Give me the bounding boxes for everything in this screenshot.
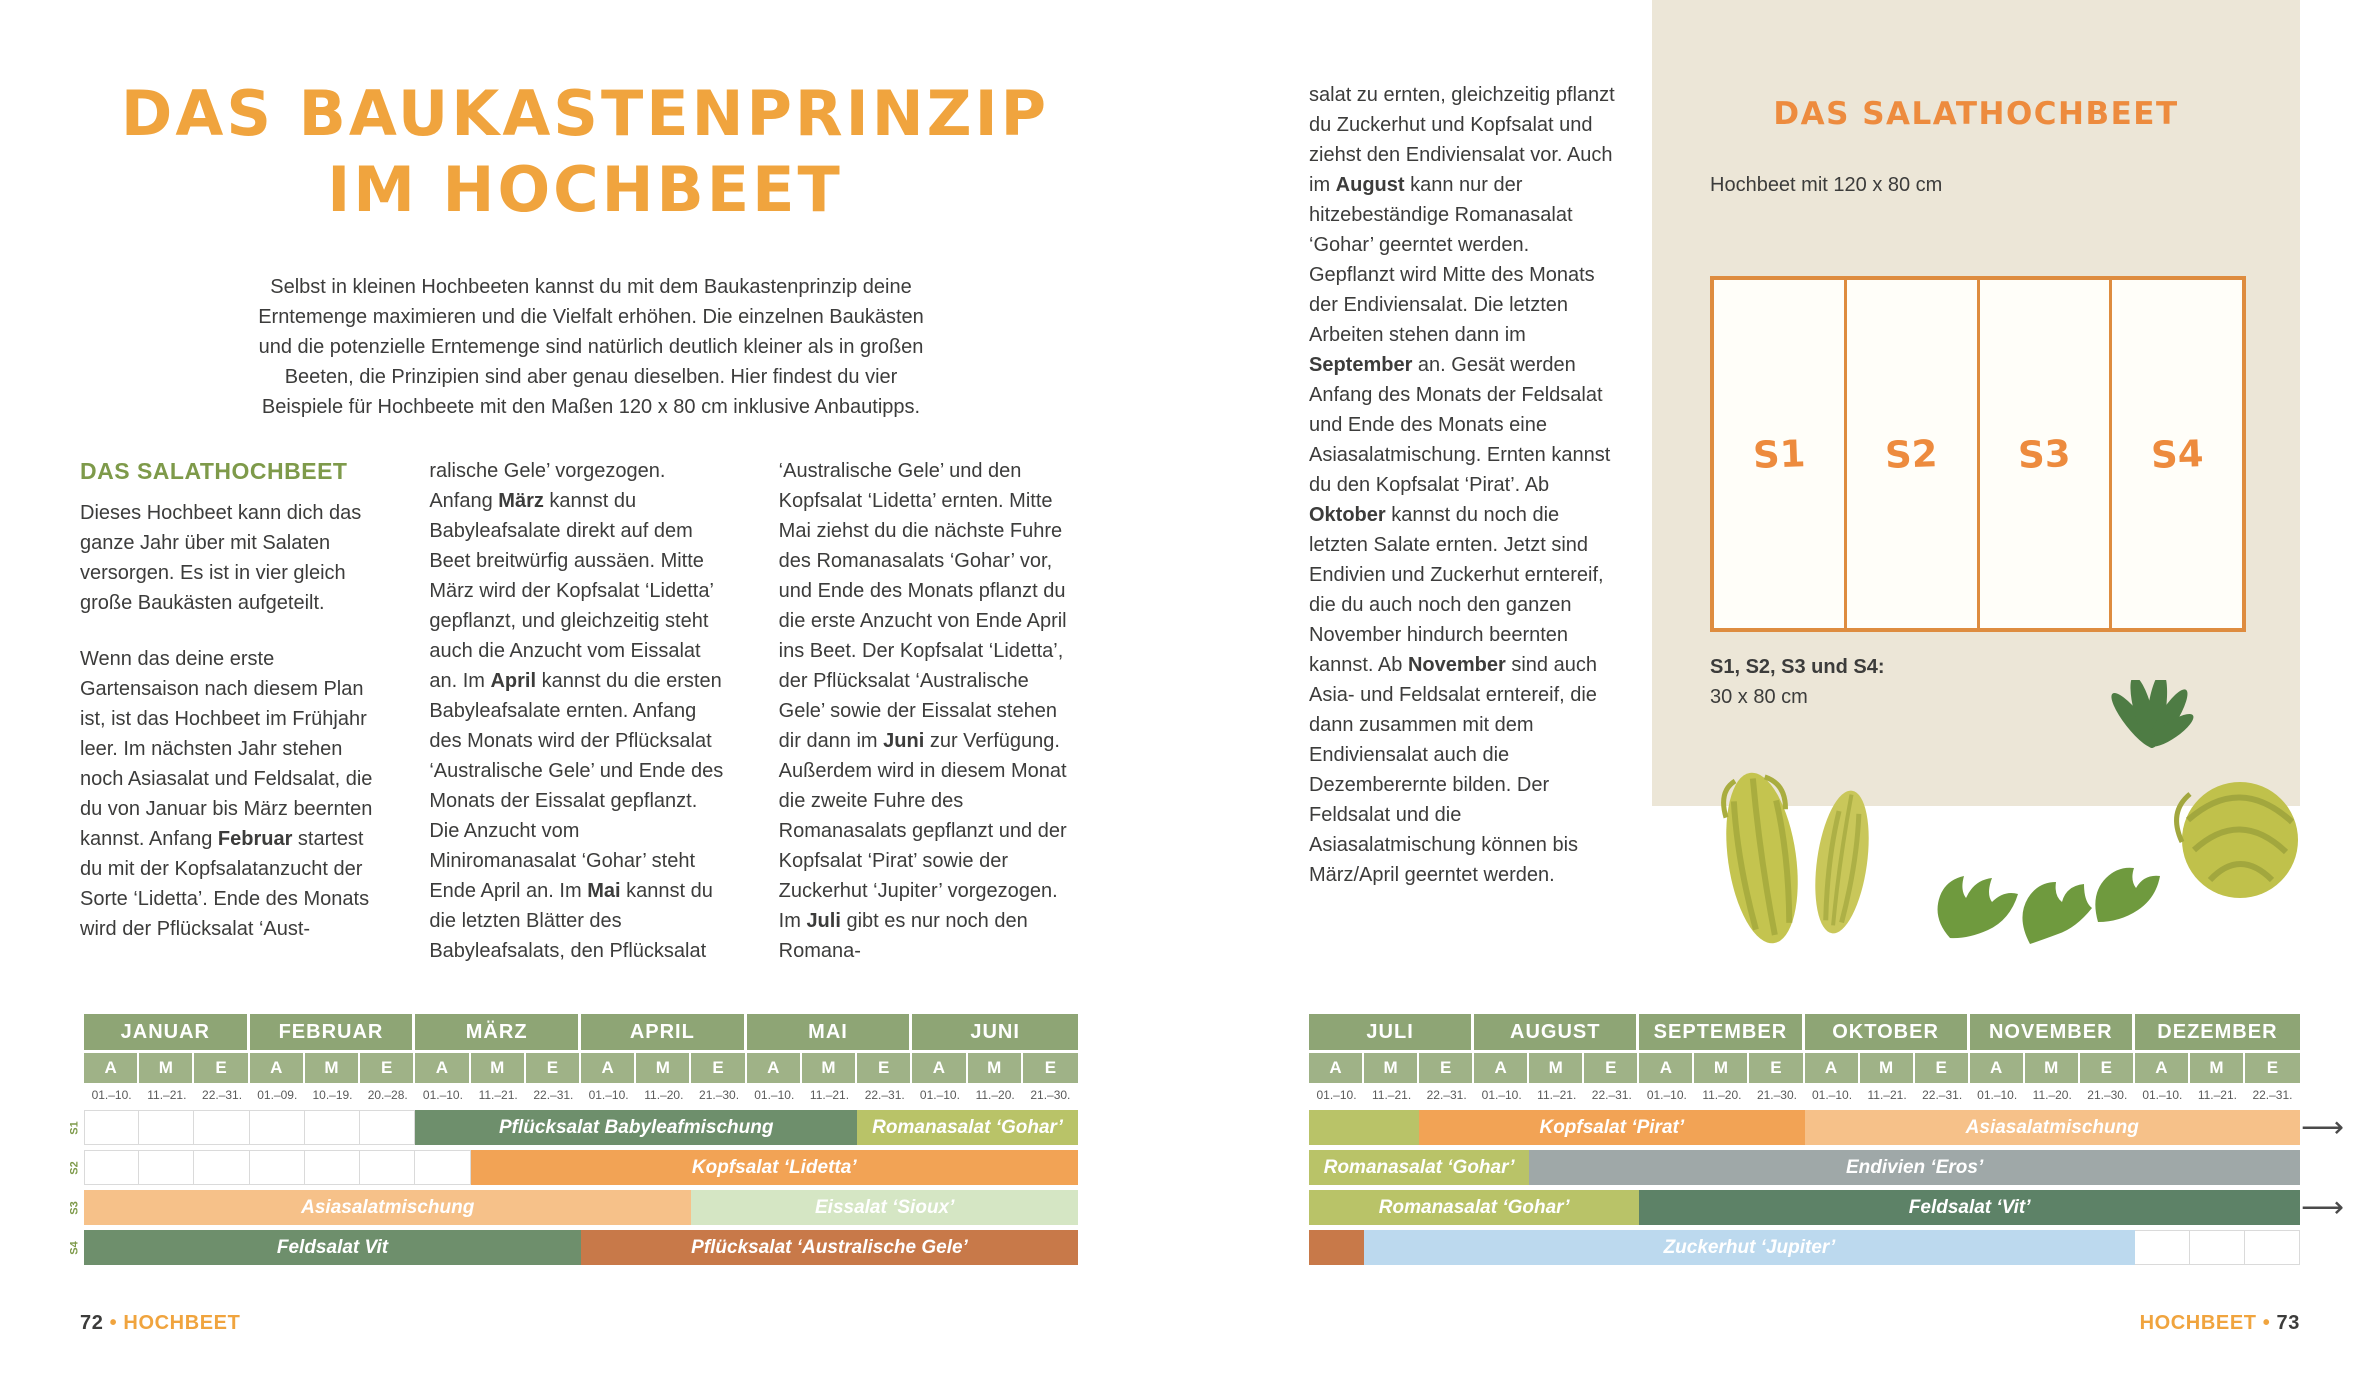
text-run: kannst du die ersten Babyleafsalate ernten. Anfang des Monats wird der Pflücksalat ‘Australische Gele’ und Ende des Monats der Eissalat gepflanzt. Die Anzucht vom Miniromanasalat ‘Gohar’ steht Ende April an. Im: [429, 670, 724, 902]
ame-cell: A: [1639, 1053, 1694, 1083]
bed-section-s4: [2112, 280, 2242, 628]
text-run: ralische Gele’ vorgezogen. Anfang: [429, 460, 666, 512]
crop-bar: Pflücksalat ‘Australische Gele’: [581, 1230, 1078, 1265]
date-range-cell: 22.–31.: [864, 1088, 905, 1102]
date-range-cell: 11.–21.: [1867, 1088, 1907, 1102]
body-paragraph: [80, 644, 379, 944]
napa-cabbage-icon: [1716, 768, 1807, 948]
date-range-cell: 11.–20.: [2032, 1088, 2072, 1102]
bold-month-text: Oktober: [1309, 504, 1386, 526]
footer-separator: •: [2262, 1312, 2271, 1334]
date-range-cell: 22.–31.: [2252, 1088, 2293, 1102]
ame-cell: A: [1805, 1053, 1860, 1083]
ame-cell: E: [1749, 1053, 1804, 1083]
vegetable-illustrations: [1700, 680, 2310, 980]
text-run: gibt es nur noch den Romana-: [778, 910, 1028, 962]
date-range-cell: 11.–20.: [644, 1088, 684, 1102]
row-tag: S2: [68, 1160, 81, 1175]
ame-cell: M: [2190, 1053, 2245, 1083]
text-run: startest du mit der Kopfsalatanzucht der Sorte ‘Lidetta’. Ende des Monats wird der Pflücksalat ‘Aust-: [80, 828, 370, 940]
ame-row: [84, 1053, 1078, 1083]
crop-bar: Romanasalat ‘Gohar’: [857, 1110, 1078, 1145]
ame-cell: E: [1023, 1053, 1078, 1083]
date-range-cell: 21.–30.: [1756, 1088, 1797, 1102]
crop-bar: [1309, 1230, 1364, 1265]
text-column-1: [80, 456, 379, 992]
ame-cell: A: [1309, 1053, 1364, 1083]
ame-cell: M: [636, 1053, 691, 1083]
date-range-cell: 01.–10.: [422, 1088, 463, 1102]
ame-cell: M: [802, 1053, 857, 1083]
ame-cell: E: [526, 1053, 581, 1083]
grid-cell: [305, 1150, 360, 1185]
text-run: sind auch Asia- und Feldsalat erntereif, die dann zusammen mit dem Endiviensalat auch die Dezemberernte bilden. Der Feldsalat und die Asiasalatmischung können bis März/April geerntet werden.: [1309, 654, 1597, 886]
crop-row: [1309, 1230, 2300, 1265]
grid-cell: [250, 1110, 305, 1145]
text-column-4: [1309, 80, 1617, 890]
ame-cell: E: [857, 1053, 912, 1083]
ame-cell: M: [139, 1053, 194, 1083]
crop-calendar-jan-jun: [68, 1014, 1078, 1270]
bed-section-label: S4: [2150, 431, 2205, 477]
ame-cell: E: [2245, 1053, 2300, 1083]
bold-month-text: April: [490, 670, 537, 692]
date-range-cell: 11.–21.: [478, 1088, 518, 1102]
grid-cell: [194, 1150, 249, 1185]
crop-bar: Pflücksalat Babyleafmischung: [415, 1110, 857, 1145]
ame-cell: A: [912, 1053, 967, 1083]
date-range-cell: 01.–10.: [1812, 1088, 1853, 1102]
text-run: kannst du Babyleafsalate direkt auf dem Beet breitwürfig aussäen. Mitte März wird der Kopfsalat ‘Lidetta’ gepflanzt, und gleichzeitig steht auch die Anzucht vom Eissalat an. Im: [429, 490, 714, 692]
ame-cell: M: [471, 1053, 526, 1083]
date-range-cell: 10.–19.: [312, 1088, 353, 1102]
date-row: [84, 1083, 1078, 1107]
grid-cell: [139, 1110, 194, 1145]
bed-section-s1: [1714, 280, 1847, 628]
crop-bar: Kopfsalat ‘Lidetta’: [471, 1150, 1078, 1185]
date-range-cell: 11.–21.: [809, 1088, 850, 1102]
text-column-3: [779, 456, 1078, 992]
crop-row: [1309, 1150, 2300, 1185]
ame-cell: A: [581, 1053, 636, 1083]
grid-cell: [139, 1150, 194, 1185]
ame-cell: M: [1364, 1053, 1419, 1083]
continuation-arrow-icon: ⟶: [2300, 1111, 2344, 1144]
crop-bar: Eissalat ‘Sioux’: [691, 1190, 1078, 1225]
grid-cell: [2190, 1230, 2245, 1265]
date-range-cell: 01.–09.: [257, 1088, 298, 1102]
body-paragraph: [779, 456, 1078, 966]
grid-cell: [2135, 1230, 2190, 1265]
ame-cell: E: [691, 1053, 746, 1083]
date-range-cell: 20.–28.: [367, 1088, 408, 1102]
crop-bar: Feldsalat ‘Vit’: [1639, 1190, 2300, 1225]
continuation-arrow-icon: ⟶: [2300, 1191, 2344, 1224]
month-header: JUNI: [912, 1014, 1078, 1050]
date-row: [1309, 1083, 2300, 1107]
page-number: 72: [80, 1312, 104, 1334]
bed-section-s2: [1847, 280, 1980, 628]
ame-row: [1309, 1053, 2300, 1083]
grid-cell: [84, 1150, 139, 1185]
date-range-cell: 22.–31.: [202, 1088, 243, 1102]
ame-cell: A: [747, 1053, 802, 1083]
page-title-line2: IM HOCHBEET: [327, 152, 843, 226]
month-header-row: [84, 1014, 1078, 1050]
date-range-cell: 01.–10.: [2142, 1088, 2183, 1102]
bold-month-text: Februar: [217, 828, 293, 850]
grid-cell: [194, 1110, 249, 1145]
crop-row: [1309, 1190, 2344, 1225]
date-range-cell: 01.–10.: [1977, 1088, 2018, 1102]
salad-leaves-icon: [1938, 868, 2160, 944]
crop-bar: [1309, 1110, 1419, 1145]
text-run: zur Verfügung. Außerdem wird in diesem Monat die zweite Fuhre des Romanasalats gepflanzt und der Kopfsalat ‘Pirat’ sowie der Zuckerhut ‘Jupiter’ vorgezogen. Im: [778, 730, 1067, 932]
date-range-cell: 11.–21.: [1372, 1088, 1412, 1102]
text-columns: [80, 456, 1078, 992]
crop-row: [1309, 1110, 2344, 1145]
crop-bar: Feldsalat Vit: [84, 1230, 581, 1265]
date-range-cell: 01.–10.: [1481, 1088, 1522, 1102]
grid-cell: [360, 1110, 415, 1145]
crop-bar: Romanasalat ‘Gohar’: [1309, 1190, 1639, 1225]
page-number: 73: [2276, 1312, 2300, 1334]
text-run: Dieses Hochbeet kann dich das ganze Jahr über mit Salaten versorgen. Es ist in vier gleich große Baukästen aufgeteilt.: [80, 502, 362, 614]
crop-bar: Asiasalatmischung: [1805, 1110, 2301, 1145]
bed-section-label: S2: [1884, 431, 1939, 477]
body-paragraph: [80, 498, 379, 618]
intro-paragraph: Selbst in kleinen Hochbeeten kannst du mit dem Baukastenprinzip deine Erntemenge maximieren und die Vielfalt erhöhen. Die einzelnen Baukästen und die potenzielle Erntemenge sind natürlich deutlich kleiner als in großen Beeten, die Prinzipien sind aber genau dieselben. Hier findest du vier Beispiele für Hochbeete mit den Maßen 120 x 80 cm inklusive Anbautipps.: [258, 276, 924, 418]
date-range-cell: 01.–10.: [919, 1088, 960, 1102]
ame-cell: M: [305, 1053, 360, 1083]
crop-bar: Asiasalatmischung: [84, 1190, 691, 1225]
row-tag: S1: [68, 1120, 81, 1135]
date-range-cell: 01.–10.: [1316, 1088, 1357, 1102]
crop-row: [68, 1230, 1078, 1265]
bold-month-text: Juni: [883, 730, 925, 752]
month-header: JANUAR: [84, 1014, 250, 1050]
date-range-cell: 22.–31.: [1922, 1088, 1963, 1102]
bold-month-text: Mai: [587, 880, 621, 902]
crop-calendar-jul-dez: [1309, 1014, 2344, 1270]
crop-bar: Romanasalat ‘Gohar’: [1309, 1150, 1529, 1185]
month-header: DEZEMBER: [2135, 1014, 2300, 1050]
cabbage-icon: [2177, 782, 2298, 898]
ame-cell: E: [1915, 1053, 1970, 1083]
crop-row: [68, 1190, 1078, 1225]
diagram-caption-size: 30 x 80 cm: [1710, 686, 1808, 708]
date-range-cell: 22.–31.: [1591, 1088, 1632, 1102]
date-range-cell: 11.–20.: [975, 1088, 1015, 1102]
date-range-cell: 11.–21.: [1537, 1088, 1577, 1102]
bold-month-text: Juli: [806, 910, 841, 932]
radish-leaves-icon: [2106, 680, 2198, 753]
diagram-caption-bold: S1, S2, S3 und S4:: [1710, 656, 1885, 678]
ame-cell: A: [250, 1053, 305, 1083]
grid-cell: [360, 1150, 415, 1185]
month-header: MAI: [747, 1014, 913, 1050]
grid-cell: [305, 1110, 360, 1145]
chapter-label: HOCHBEET: [123, 1312, 241, 1334]
page-title-line1: DAS BAUKASTENPRINZIP: [120, 77, 1050, 150]
date-range-cell: 11.–21.: [2197, 1088, 2237, 1102]
ame-cell: A: [1970, 1053, 2025, 1083]
month-header: FEBRUAR: [250, 1014, 416, 1050]
romaine-lettuce-icon: [1807, 787, 1877, 937]
body-paragraph: [429, 456, 728, 966]
bold-month-text: November: [1407, 654, 1506, 676]
ame-cell: M: [1860, 1053, 1915, 1083]
section-heading: DAS SALATHOCHBEET: [80, 458, 348, 484]
text-run: salat zu ernten, gleichzeitig pflanzt du Zuckerhut und Kopfsalat und ziehst den Endiviensalat vor. Auch im: [1309, 84, 1615, 196]
ame-cell: E: [2080, 1053, 2135, 1083]
date-range-cell: 01.–10.: [754, 1088, 795, 1102]
month-header: MÄRZ: [415, 1014, 581, 1050]
row-tag: S3: [68, 1200, 81, 1215]
date-range-cell: 22.–31.: [533, 1088, 574, 1102]
footer-separator: •: [109, 1312, 118, 1334]
date-range-cell: 01.–10.: [1646, 1088, 1687, 1102]
grid-cell: [415, 1150, 470, 1185]
text-run: Wenn das deine erste Gartensaison nach diesem Plan ist, ist das Hochbeet im Frühjahr leer. Im nächsten Jahr stehen noch Asiasalat und Feldsalat, die du von Januar bis März beernten kannst. Anfang: [80, 648, 373, 850]
text-run: kannst du noch die letzten Salate ernten. Jetzt sind Endivien und Zuckerhut erntereif, die du auch noch den ganzen November hindurch beernten kannst. Ab: [1309, 504, 1604, 676]
month-header: NOVEMBER: [1970, 1014, 2135, 1050]
date-range-cell: 21.–30.: [699, 1088, 740, 1102]
crop-bar: Endivien ‘Eros’: [1529, 1150, 2300, 1185]
text-run: an. Gesät werden Anfang des Monats der Feldsalat und Ende des Monats eine Asiasalatmischung. Ernten kannst du den Kopfsalat ‘Pirat’. Ab: [1309, 354, 1611, 496]
crop-row: [68, 1150, 1078, 1185]
ame-cell: E: [194, 1053, 249, 1083]
ame-cell: E: [1419, 1053, 1474, 1083]
crop-bar: Zuckerhut ‘Jupiter’: [1364, 1230, 2135, 1265]
ame-cell: M: [1694, 1053, 1749, 1083]
panel-title: DAS SALATHOCHBEET: [1773, 96, 2179, 132]
bed-section-label: S1: [1751, 431, 1806, 477]
bold-month-text: September: [1309, 354, 1413, 376]
bed-diagram: [1710, 276, 2246, 632]
row-tag: S4: [68, 1240, 81, 1255]
date-range-cell: 11.–20.: [1702, 1088, 1742, 1102]
ame-cell: A: [2135, 1053, 2190, 1083]
text-run: kannst du die letzten Blätter des Babyleafsalats, den Pflücksalat: [429, 880, 713, 962]
ame-cell: A: [84, 1053, 139, 1083]
month-header: JULI: [1309, 1014, 1474, 1050]
bed-dimensions-label: Hochbeet mit 120 x 80 cm: [1710, 174, 1943, 196]
text-run: ‘Australische Gele’ und den Kopfsalat ‘Lidetta’ ernten. Mitte Mai ziehst du die nächste Fuhre des Romanasalats ‘Gohar’ vor, und Ende des Monats pflanzt du die erste Anzucht von Ende April ins Beet. Der Kopfsalat ‘Lidetta’, der Pflücksalat ‘Australische Gele’ sowie der Eissalat stehen dir dann im: [778, 460, 1067, 752]
bed-section-label: S3: [2017, 431, 2072, 477]
date-range-cell: 11.–21.: [147, 1088, 187, 1102]
grid-cell: [2245, 1230, 2300, 1265]
date-range-cell: 21.–30.: [2087, 1088, 2128, 1102]
ame-cell: E: [1584, 1053, 1639, 1083]
ame-cell: M: [1529, 1053, 1584, 1083]
grid-cell: [250, 1150, 305, 1185]
ame-cell: A: [1474, 1053, 1529, 1083]
date-range-cell: 01.–10.: [588, 1088, 629, 1102]
bold-month-text: März: [498, 490, 544, 512]
month-header: AUGUST: [1474, 1014, 1639, 1050]
month-header: APRIL: [581, 1014, 747, 1050]
bold-month-text: August: [1335, 174, 1405, 196]
bed-section-s3: [1980, 280, 2113, 628]
body-paragraph: [1309, 80, 1617, 890]
crop-bar: Kopfsalat ‘Pirat’: [1419, 1110, 1804, 1145]
date-range-cell: 01.–10.: [91, 1088, 132, 1102]
page-footer-left: [80, 1312, 240, 1335]
ame-cell: A: [415, 1053, 470, 1083]
ame-cell: M: [968, 1053, 1023, 1083]
month-header-row: [1309, 1014, 2300, 1050]
page-title: [90, 76, 1080, 227]
page-footer-right: [2140, 1312, 2300, 1335]
grid-cell: [84, 1110, 139, 1145]
text-run: kann nur der hitzebeständige Romanasalat ‘Gohar’ geerntet werden. Gepflanzt wird Mitte des Monats der Endiviensalat. Die letzten Arbeiten stehen dann im: [1309, 174, 1595, 346]
month-header: OKTOBER: [1805, 1014, 1970, 1050]
date-range-cell: 21.–30.: [1030, 1088, 1071, 1102]
ame-cell: M: [2025, 1053, 2080, 1083]
date-range-cell: 22.–31.: [1426, 1088, 1467, 1102]
ame-cell: E: [360, 1053, 415, 1083]
month-header: SEPTEMBER: [1639, 1014, 1804, 1050]
text-column-2: [429, 456, 728, 992]
crop-row: [68, 1110, 1078, 1145]
chapter-label: HOCHBEET: [2139, 1312, 2257, 1334]
